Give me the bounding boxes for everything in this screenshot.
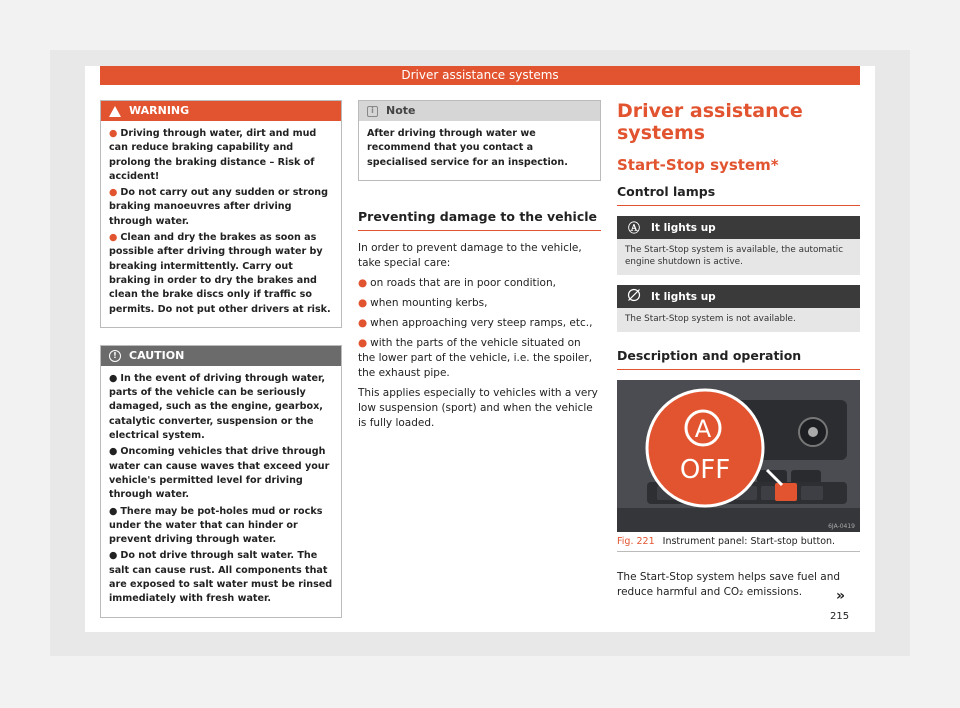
figure-a-letter: A xyxy=(694,415,712,443)
figure-number: Fig. 221 xyxy=(617,536,655,547)
start-stop-body: The Start-Stop system helps save fuel and reduce harmful and CO₂ emissions. xyxy=(617,571,841,598)
note-body xyxy=(359,121,600,180)
warning-triangle-icon xyxy=(109,106,121,117)
caution-item: ● Oncoming vehicles that drive through water can cause waves that exceed your vehicle's permitted level for driving through water. xyxy=(109,446,330,501)
column-left xyxy=(100,100,342,635)
note-box xyxy=(358,100,601,181)
warning-item: ● Driving through water, dirt and mud can reduce braking capability and prolong the braking distance – Risk of accident! xyxy=(109,128,317,182)
bullet-icon: ● xyxy=(109,128,118,139)
caution-body xyxy=(101,366,341,617)
bullet-icon: ● xyxy=(109,550,118,562)
note-label: Note xyxy=(386,104,416,117)
bullet-icon: ● xyxy=(358,336,368,349)
column-middle xyxy=(358,100,601,436)
bullet-icon: ● xyxy=(109,446,118,458)
section-title: Driver assistance systems xyxy=(617,100,803,144)
bullet-icon: ● xyxy=(109,505,118,517)
note-header xyxy=(359,101,600,121)
caution-header xyxy=(101,346,341,366)
exclamation-circle-icon: ! xyxy=(109,350,121,362)
start-stop-crossed-icon xyxy=(617,288,651,305)
bullet-icon: ● xyxy=(109,232,118,244)
preventing-intro: In order to prevent damage to the vehicle, take special care: xyxy=(358,241,582,269)
caution-item: ● In the event of driving through water, parts of the vehicle can be seriously damaged, such as the engine, gearbox, catalytic converter, suspension or the electrical system. xyxy=(109,372,325,442)
note-text: After driving through water we recommend that you contact a specialised service for an inspection. xyxy=(367,128,568,168)
caution-item: ● Do not drive through salt water. The salt can cause rust. All components that are exposed to salt water must be rinsed immediately with fresh water. xyxy=(109,550,333,605)
bullet-icon: ● xyxy=(358,276,368,289)
section-subtitle: Start-Stop system* xyxy=(617,156,779,174)
lamp-description: The Start-Stop system is available, the automatic engine shutdown is active. xyxy=(617,239,860,275)
warning-body xyxy=(101,121,341,327)
lamp-bar-active xyxy=(617,216,860,239)
instrument-panel-illustration xyxy=(617,380,860,532)
preventing-item: ● on roads that are in poor condition, xyxy=(358,276,556,289)
figure-code: 6JA-0419 xyxy=(828,523,855,530)
lamp-description: The Start-Stop system is not available. xyxy=(617,308,860,332)
preventing-item: ● when approaching very steep ramps, etc., xyxy=(358,316,593,329)
figure-off-text: OFF xyxy=(679,455,731,485)
page-header: Driver assistance systems xyxy=(100,66,860,85)
preventing-item: ● when mounting kerbs, xyxy=(358,296,488,309)
caution-box xyxy=(100,345,342,618)
continue-marker: » xyxy=(836,588,846,604)
description-heading: Description and operation xyxy=(617,348,860,370)
info-icon: i xyxy=(367,106,378,117)
caution-item: ● There may be pot-holes mud or rocks under the water that can hinder or prevent driving through water. xyxy=(109,505,323,546)
column-right xyxy=(617,100,860,605)
warning-header xyxy=(101,101,341,121)
warning-item: ● Clean and dry the brakes as soon as possible after driving through water by breaking intermittently. Carry out braking in order to dry the brakes and clean the brake discs only if traffic so permits. Do not put other drivers at risk. xyxy=(109,232,331,315)
preventing-outro: This applies especially to vehicles with a very low suspension (sport) and when the vehicle is fully loaded. xyxy=(358,386,598,429)
start-stop-active-icon: Ⓐ xyxy=(627,221,640,235)
figure-caption xyxy=(617,532,860,552)
figure-caption-text: Instrument panel: Start-stop button. xyxy=(662,536,836,547)
lamp-label: It lights up xyxy=(651,221,716,234)
bullet-icon: ● xyxy=(109,187,118,199)
preventing-item: ● with the parts of the vehicle situated on the lower part of the vehicle, i.e. the spoiler, the exhaust pipe. xyxy=(358,336,593,379)
bullet-icon: ● xyxy=(109,372,118,384)
warning-box xyxy=(100,100,342,328)
control-lamps-heading: Control lamps xyxy=(617,184,860,206)
start-stop-button-figure xyxy=(617,380,860,532)
preventing-heading: Preventing damage to the vehicle xyxy=(358,209,601,231)
caution-label: CAUTION xyxy=(129,348,185,362)
page-number: 215 xyxy=(830,611,850,622)
lamp-bar-unavailable xyxy=(617,285,860,308)
warning-label: WARNING xyxy=(129,104,190,117)
lamp-label: It lights up xyxy=(651,290,716,303)
warning-item: ● Do not carry out any sudden or strong braking manoeuvres after driving through water. xyxy=(109,187,329,227)
bullet-icon: ● xyxy=(358,296,368,309)
bullet-icon: ● xyxy=(358,316,368,329)
